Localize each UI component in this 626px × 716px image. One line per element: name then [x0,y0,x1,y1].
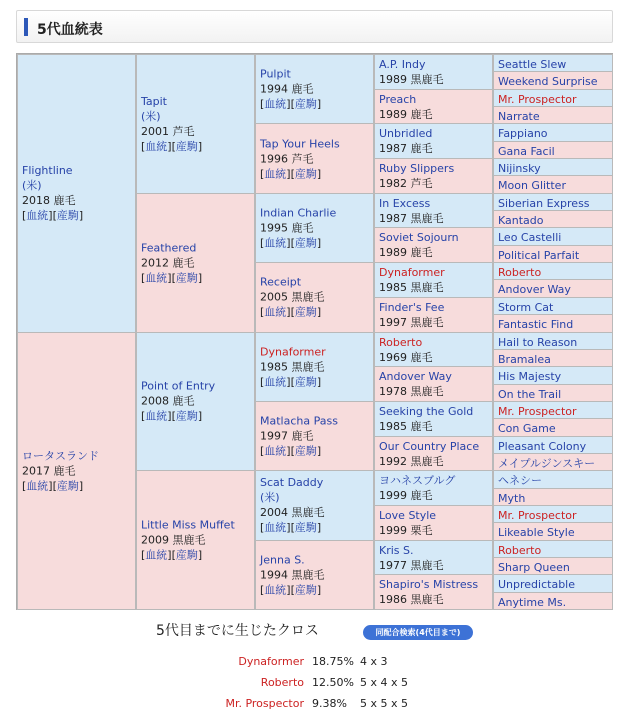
horse-name-link[interactable]: Jenna S. [260,553,305,567]
pedigree-link[interactable]: 血統 [264,97,287,111]
horse-name-link[interactable]: Anytime Ms. [498,595,567,609]
pedigree-cell-g3 [255,193,374,263]
cross-generations: 4 x 3 [360,655,388,668]
horse-info [498,248,610,263]
horse-name-link[interactable]: Kantado [498,214,544,228]
horse-info [141,240,252,285]
pedigree-cell-g5 [493,540,613,558]
horse-info [498,213,610,228]
pedigree-cell-g5 [493,262,613,280]
header-accent-bar [24,18,28,36]
pedigree-link[interactable]: 血統 [264,444,287,458]
pedigree-cell-g5 [493,436,613,454]
pedigree-cell-g4 [374,470,493,506]
pedigree-cell-g5 [493,71,613,89]
horse-info [260,552,371,597]
horse-info [379,300,490,330]
horse-info [498,577,610,592]
pedigree-cell-g5 [493,314,613,332]
horse-year-color: 1996 芦毛 [260,152,314,166]
horse-info [260,136,371,181]
progeny-link[interactable]: 産駒 [294,236,317,250]
horse-info [260,205,371,250]
horse-year-color: 1989 鹿毛 [379,246,433,260]
cross-row [0,697,626,713]
pedigree-cell-g5 [493,401,613,419]
horse-info [498,352,610,367]
horse-links: [血統][産駒] [260,305,322,319]
horse-info [379,543,490,573]
horse-name-link[interactable]: Political Parfait [498,248,580,262]
horse-name-link[interactable]: Unpredictable [498,578,575,592]
pedigree-cell-g4 [374,332,493,368]
horse-links: [血統][産駒] [260,583,322,597]
horse-name-link[interactable]: Soviet Sojourn [379,231,459,245]
pedigree-cell-g5 [493,245,613,263]
horse-name-link[interactable]: Storm Cat [498,300,554,314]
pedigree-link[interactable]: 血統 [264,167,287,181]
pedigree-cell-g5 [493,54,613,72]
horse-name-link[interactable]: Seeking the Gold [379,404,474,418]
horse-name-link[interactable]: Dynaformer [379,266,445,280]
horse-name-link[interactable]: Love Style [379,508,437,522]
horse-name-link[interactable]: Pulpit [260,67,291,81]
horse-name-link[interactable]: Feathered [141,241,197,255]
horse-links: [血統][産駒] [260,97,322,111]
progeny-link[interactable]: 産駒 [294,444,317,458]
horse-info [379,196,490,226]
pedigree-cell-g4 [374,436,493,472]
horse-info [379,92,490,122]
pedigree-cell-g3 [255,262,374,332]
horse-year-color: 1985 黒鹿毛 [379,281,444,295]
horse-links: [血統][産駒] [141,409,203,423]
horse-name-link[interactable]: Andover Way [379,370,452,384]
horse-name-link[interactable]: メイプルジンスキー [498,456,596,470]
horse-links: [血統][産駒] [260,167,322,181]
horse-name-link[interactable]: Likeable Style [498,526,575,540]
horse-name-link[interactable]: Our Country Place [379,439,480,453]
horse-name-link[interactable]: On the Trail [498,387,562,401]
cross-row [0,676,626,692]
horse-name-link[interactable]: Gana Facil [498,144,555,158]
horse-year-color: 1989 鹿毛 [379,107,433,121]
pedigree-link[interactable]: 血統 [26,209,49,223]
horse-year-color: 1985 鹿毛 [379,419,433,433]
progeny-link[interactable]: 産駒 [294,97,317,111]
pedigree-cell-g3 [255,540,374,610]
horse-year-color: 1978 黒鹿毛 [379,385,444,399]
horse-info [141,379,252,424]
pedigree-cell-g4 [374,297,493,333]
horse-info [379,473,490,503]
horse-name-link[interactable]: Fantastic Find [498,318,574,332]
section-title: 5代血統表 [37,22,103,38]
horse-info [498,543,610,558]
horse-info [141,518,252,563]
horse-name-link[interactable]: Bramalea [498,352,551,366]
horse-year-color: 1989 黒鹿毛 [379,73,444,86]
progeny-link[interactable]: 産駒 [175,271,198,285]
progeny-link[interactable]: 産駒 [294,305,317,319]
horse-origin: (米) [141,109,161,123]
horse-info [498,230,610,245]
pedigree-cell-g5 [493,453,613,471]
horse-year-color: 1969 鹿毛 [379,350,433,364]
pedigree-link[interactable]: 血統 [264,375,287,389]
horse-name-link[interactable]: Finder's Fee [379,300,445,314]
horse-info [498,74,610,89]
horse-links: [血統][産駒] [260,521,322,535]
horse-name-link[interactable]: Tap Your Heels [260,137,340,151]
pedigree-cell-g4 [374,574,493,610]
pedigree-cell-g5 [493,505,613,523]
horse-info [141,94,252,154]
pedigree-cell-g5 [493,384,613,402]
horse-year-color: 1986 黒鹿毛 [379,593,444,607]
horse-info [379,265,490,295]
horse-name-link[interactable]: Dynaformer [260,345,326,359]
pedigree-cell-g5 [493,349,613,367]
horse-name-link[interactable]: In Excess [379,196,431,210]
pedigree-link[interactable]: 血統 [145,139,168,153]
horse-info [498,282,610,297]
cross-percent: 12.50% [312,676,354,689]
pedigree-cell-g5 [493,488,613,506]
horse-name-link[interactable]: ヨハネスブルグ [379,474,456,488]
horse-name-link[interactable]: Roberto [379,335,423,349]
horse-info [498,144,610,159]
horse-info [379,161,490,191]
cross-title: 5代目までに生じたクロス [156,623,319,639]
horse-info [498,300,610,315]
horse-name-link[interactable]: Hail to Reason [498,335,578,349]
horse-year-color: 1997 鹿毛 [260,429,314,443]
horse-info [498,57,610,72]
pedigree-link[interactable]: 血統 [26,479,49,493]
horse-info [498,335,610,350]
cross-horse-link[interactable]: Mr. Prospector [225,697,304,710]
pedigree-cell-g5 [493,522,613,540]
horse-info [379,577,490,607]
horse-info [498,92,610,107]
pedigree-cell-g4 [374,262,493,298]
pedigree-link[interactable]: 血統 [264,236,287,250]
horse-origin: (米) [22,179,42,193]
pedigree-cell-g4 [374,158,493,194]
horse-info [379,369,490,399]
pedigree-cell-g5 [493,297,613,315]
pedigree-cell-g2 [136,54,255,194]
horse-info [498,456,610,471]
horse-year-color: 2018 鹿毛 [22,194,76,208]
horse-info [498,508,610,523]
section-header [16,10,613,43]
pedigree-cell-g5 [493,141,613,159]
horse-name-link[interactable]: Moon Glitter [498,179,566,193]
horse-name-link[interactable]: Narrate [498,110,540,124]
horse-info [379,508,490,538]
horse-info [498,196,610,211]
pedigree-cell-g3 [255,123,374,193]
pedigree-cell-g4 [374,505,493,541]
pedigree-cell-g5 [493,193,613,211]
horse-year-color: 1995 鹿毛 [260,221,314,235]
horse-year-color: 2009 黒鹿毛 [141,533,206,547]
horse-info [498,178,610,193]
cross-row [0,655,626,671]
horse-name-link[interactable]: Andover Way [498,283,571,297]
pedigree-cell-g5 [493,158,613,176]
cross-generations: 5 x 5 x 5 [360,697,409,710]
horse-year-color: 2004 黒鹿毛 [260,506,325,520]
horse-name-link[interactable]: Matlacha Pass [260,414,338,428]
horse-info [498,595,610,610]
pedigree-cell-g4 [374,401,493,437]
cross-horse-link[interactable]: Roberto [260,676,304,689]
horse-name-link[interactable]: Fappiano [498,127,548,141]
horse-name-link[interactable]: Weekend Surprise [498,75,598,89]
horse-year-color: 2017 鹿毛 [22,464,76,478]
horse-info [379,126,490,156]
horse-info [379,439,490,469]
horse-info [498,161,610,176]
horse-name-link[interactable]: Ruby Slippers [379,162,455,176]
pedigree-cell-g5 [493,89,613,107]
horse-info [498,317,610,332]
pedigree-cell-g5 [493,332,613,350]
pedigree-cell-g3 [255,54,374,124]
horse-info [379,57,490,87]
horse-year-color: 1999 栗毛 [379,523,433,537]
horse-info [260,475,371,535]
horse-name-link[interactable]: Receipt [260,275,302,289]
progeny-link[interactable]: 産駒 [175,409,198,423]
horse-links: [血統][産駒] [141,548,203,562]
pedigree-cell-g3 [255,470,374,540]
progeny-link[interactable]: 産駒 [294,375,317,389]
horse-info [498,126,610,141]
pedigree-cell-g4 [374,366,493,402]
pedigree-cell-g2 [136,193,255,333]
pedigree-link[interactable]: 血統 [145,409,168,423]
horse-info [379,230,490,260]
horse-links: [血統][産駒] [260,375,322,389]
progeny-link[interactable]: 産駒 [175,139,198,153]
horse-name-link[interactable]: Kris S. [379,543,414,557]
horse-name-link[interactable]: Sharp Queen [498,560,570,574]
horse-info [498,265,610,280]
horse-info [498,421,610,436]
horse-info [498,491,610,506]
pedigree-link[interactable]: 血統 [264,305,287,319]
horse-info [498,109,610,124]
progeny-link[interactable]: 産駒 [56,479,79,493]
horse-year-color: 1992 黒鹿毛 [379,454,444,468]
horse-links: [血統][産駒] [22,209,84,223]
horse-links: [血統][産駒] [260,444,322,458]
horse-info [498,369,610,384]
pedigree-cell-g4 [374,227,493,263]
horse-name-link[interactable]: Con Game [498,422,556,436]
pedigree-cell-g4 [374,54,493,90]
horse-origin: (米) [260,491,280,505]
horse-name-link[interactable]: Scat Daddy [260,476,324,490]
cross-generations: 5 x 4 x 5 [360,676,409,689]
pedigree-cell-g5 [493,574,613,592]
horse-name-link[interactable]: Siberian Express [498,196,590,210]
progeny-link[interactable]: 産駒 [294,583,317,597]
pedigree-cell-g5 [493,227,613,245]
pedigree-cell-g3 [255,401,374,471]
same-breeding-search-button[interactable]: 同配合検索(4代目まで) [363,625,473,640]
horse-info [260,414,371,459]
cross-percent: 18.75% [312,655,354,668]
horse-info [22,163,133,223]
horse-year-color: 2012 鹿毛 [141,256,195,270]
pedigree-cell-g4 [374,123,493,159]
horse-name-link[interactable]: Mr. Prospector [498,508,577,522]
horse-info [379,404,490,434]
pedigree-link[interactable]: 血統 [145,271,168,285]
horse-name-link[interactable]: His Majesty [498,370,562,384]
pedigree-cell-g4 [374,89,493,125]
horse-info [498,439,610,454]
pedigree-cell-g5 [493,366,613,384]
horse-info [260,275,371,320]
pedigree-link[interactable]: 血統 [264,521,287,535]
horse-links: [血統][産駒] [141,271,203,285]
horse-name-link[interactable]: Little Miss Muffet [141,518,235,532]
horse-name-link[interactable]: Flightline [22,164,73,178]
horse-info [498,387,610,402]
pedigree-cell-g5 [493,557,613,575]
horse-name-link[interactable]: Mr. Prospector [498,92,577,106]
horse-year-color: 1994 黒鹿毛 [260,568,325,582]
horse-year-color: 1987 鹿毛 [379,142,433,156]
horse-year-color: 1994 鹿毛 [260,82,314,96]
horse-name-link[interactable]: Preach [379,92,417,106]
pedigree-cell-g2 [136,332,255,472]
horse-info [498,404,610,419]
pedigree-cell-g4 [374,540,493,576]
pedigree-cell-g5 [493,123,613,141]
horse-name-link[interactable]: Pleasant Colony [498,439,587,453]
horse-info [498,560,610,575]
horse-info [498,525,610,540]
pedigree-cell-g5 [493,418,613,436]
pedigree-cell-g2 [136,470,255,610]
horse-year-color: 1985 黒鹿毛 [260,360,325,374]
horse-name-link[interactable]: Nijinsky [498,162,541,176]
horse-name-link[interactable]: Myth [498,491,526,505]
horse-year-color: 1999 鹿毛 [379,489,433,503]
horse-name-link[interactable]: Unbridled [379,127,433,141]
pedigree-cell-g5 [493,106,613,124]
pedigree-cell-g4 [374,193,493,229]
pedigree-cell-g5 [493,592,613,610]
horse-name-link[interactable]: Seattle Slew [498,58,567,71]
horse-info [260,67,371,112]
pedigree-cell-g5 [493,210,613,228]
progeny-link[interactable]: 産駒 [175,548,198,562]
horse-links: [血統][産駒] [260,236,322,250]
pedigree-cell-g1 [17,54,136,333]
horse-name-link[interactable]: Roberto [498,266,542,280]
horse-name-link[interactable]: Mr. Prospector [498,404,577,418]
pedigree-cell-g5 [493,470,613,488]
progeny-link[interactable]: 産駒 [56,209,79,223]
cross-percent: 9.38% [312,697,347,710]
horse-name-link[interactable]: Shapiro's Mistress [379,578,479,592]
horse-links: [血統][産駒] [141,139,203,153]
horse-name-link[interactable]: A.P. Indy [379,58,426,71]
horse-year-color: 1997 黒鹿毛 [379,315,444,329]
horse-name-link[interactable]: ロータスランド [22,449,99,463]
pedigree-cell-g1 [17,332,136,611]
horse-info [22,448,133,493]
horse-name-link[interactable]: Indian Charlie [260,206,337,220]
pedigree-cell-g3 [255,332,374,402]
horse-year-color: 2001 芦毛 [141,124,195,138]
horse-name-link[interactable]: ヘネシー [498,474,542,488]
progeny-link[interactable]: 産駒 [294,167,317,181]
cross-horse-link[interactable]: Dynaformer [238,655,304,668]
horse-year-color: 2005 黒鹿毛 [260,290,325,304]
horse-year-color: 1982 芦毛 [379,177,433,191]
horse-name-link[interactable]: Point of Entry [141,379,216,393]
pedigree-link[interactable]: 血統 [264,583,287,597]
horse-info [379,335,490,365]
horse-year-color: 2008 鹿毛 [141,394,195,408]
horse-links: [血統][産駒] [22,479,84,493]
pedigree-table [16,53,613,610]
pedigree-cell-g5 [493,175,613,193]
horse-info [260,344,371,389]
progeny-link[interactable]: 産駒 [294,521,317,535]
horse-info [498,473,610,488]
pedigree-cell-g5 [493,279,613,297]
horse-name-link[interactable]: Leo Castelli [498,231,562,245]
horse-year-color: 1987 黒鹿毛 [379,211,444,225]
horse-name-link[interactable]: Roberto [498,543,542,557]
horse-name-link[interactable]: Tapit [141,94,167,108]
horse-year-color: 1977 黒鹿毛 [379,558,444,572]
pedigree-link[interactable]: 血統 [145,548,168,562]
